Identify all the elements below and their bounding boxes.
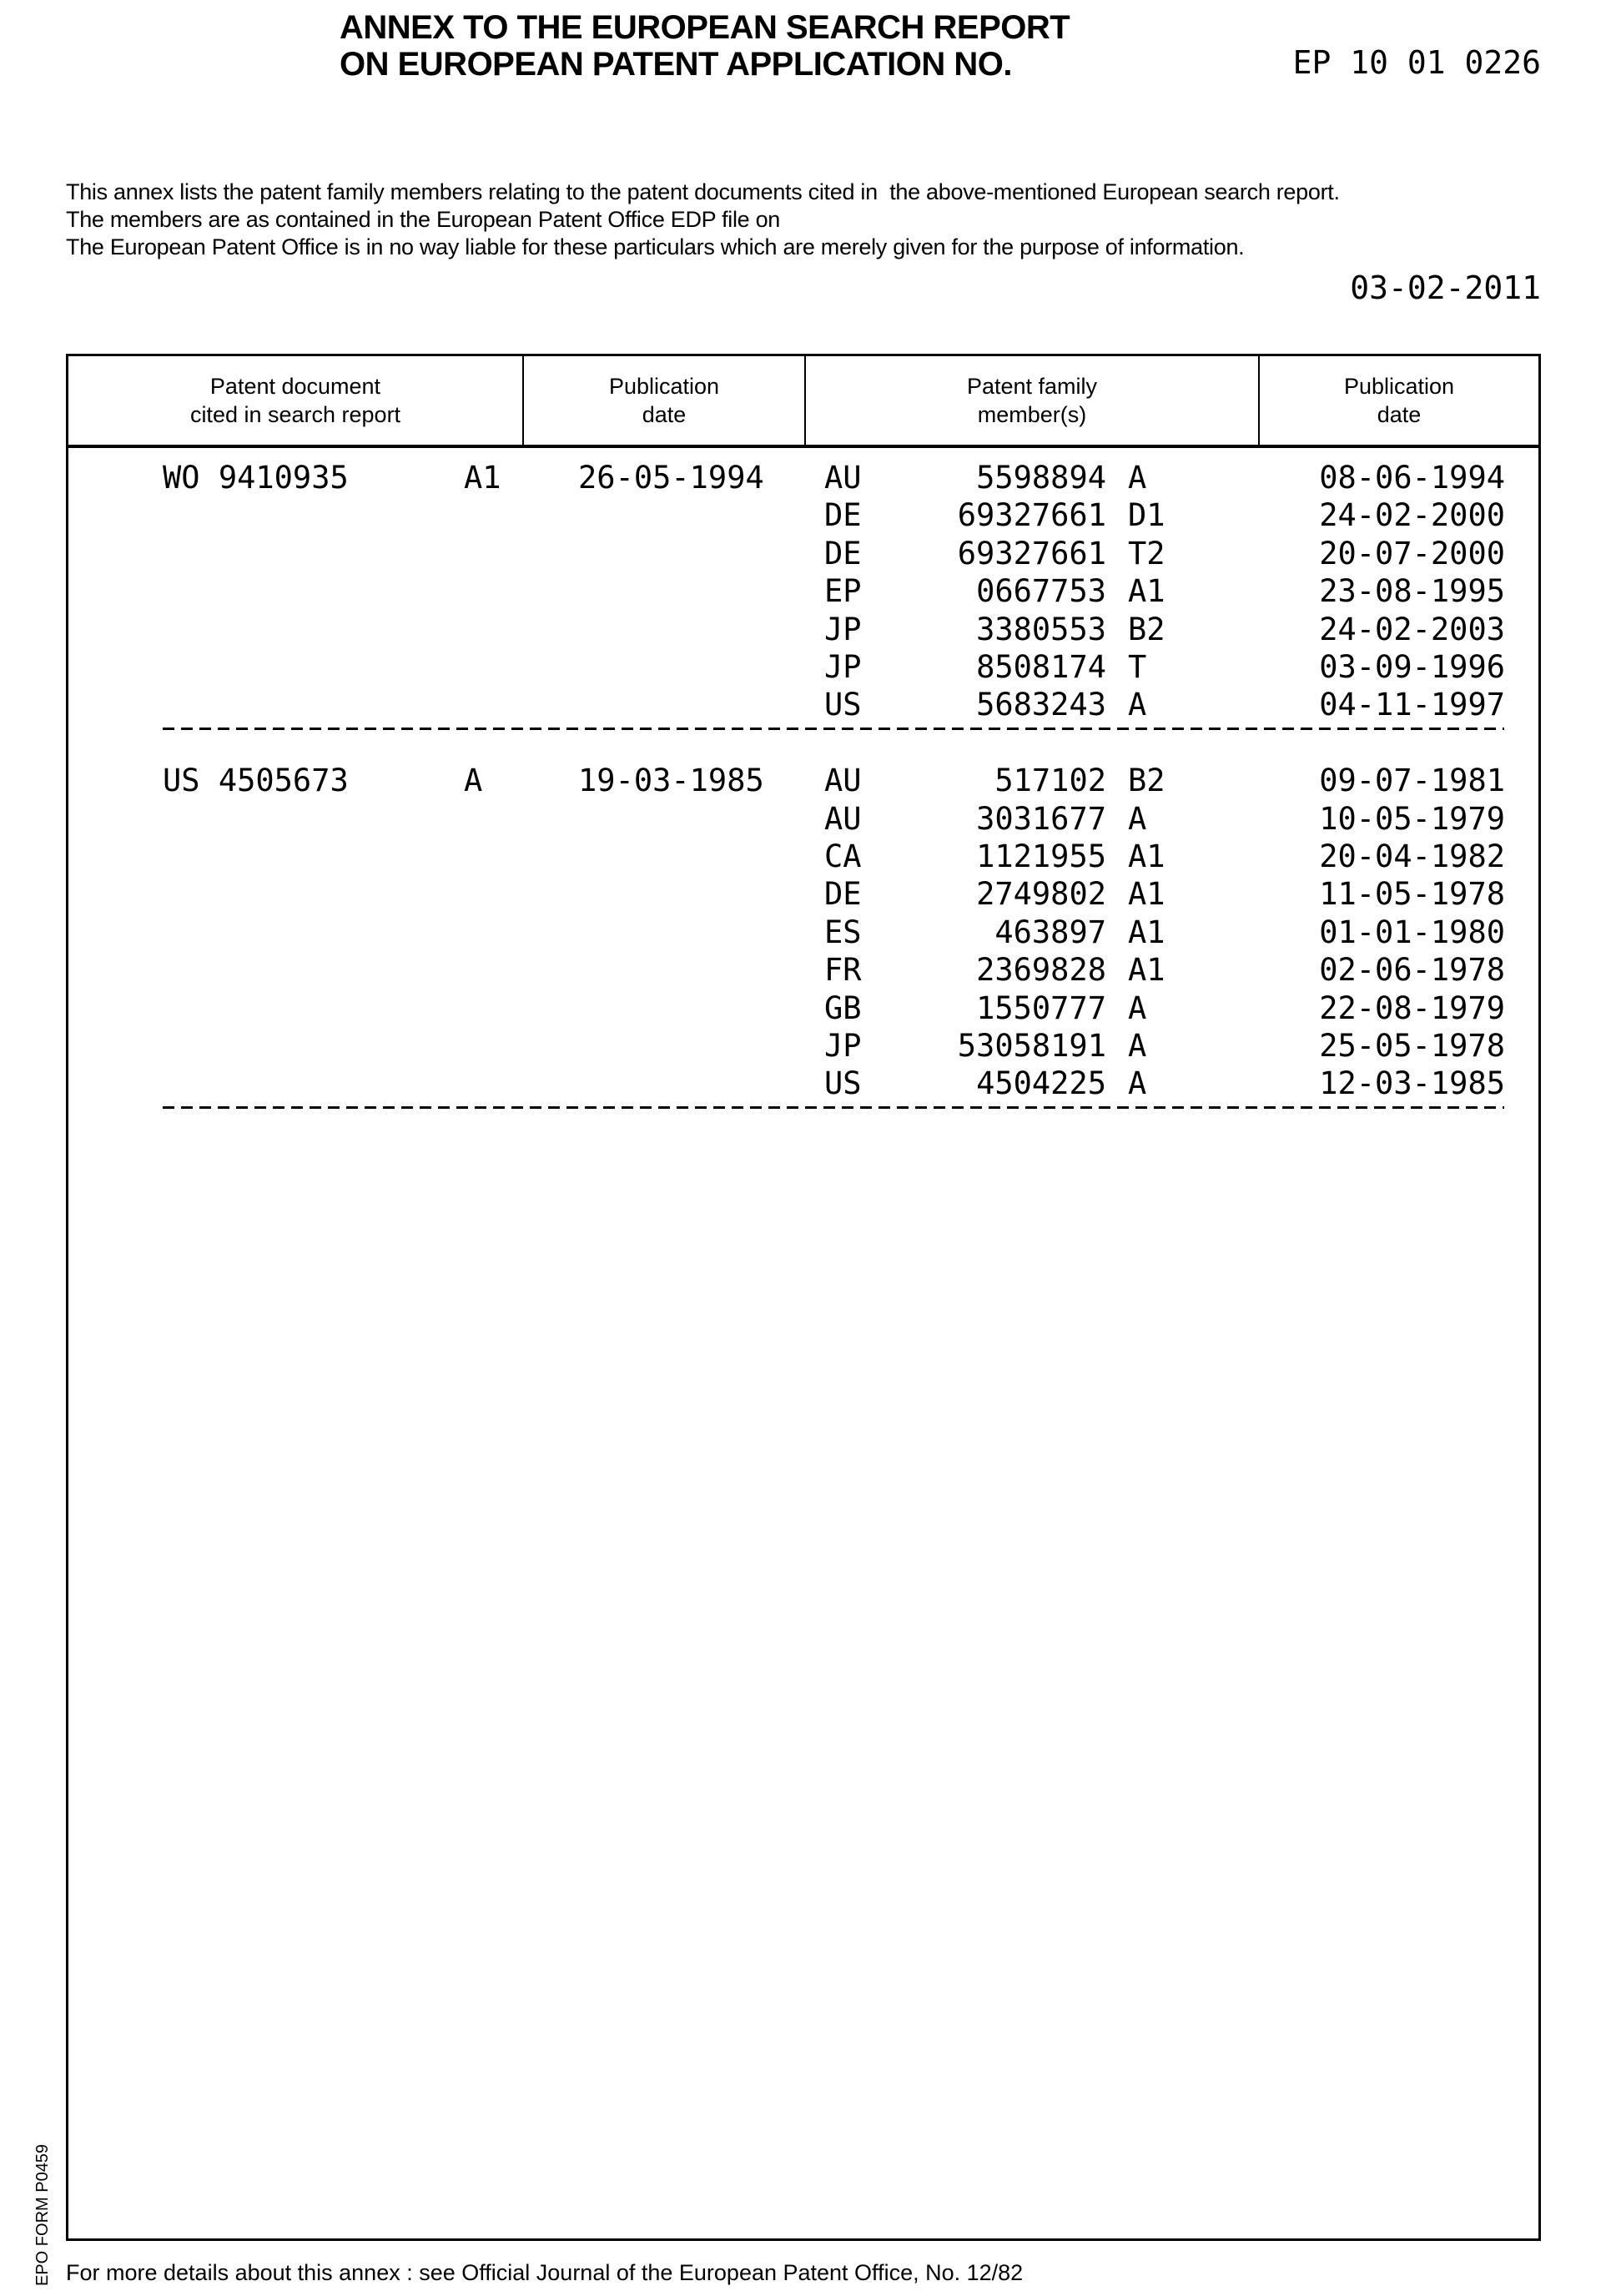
member-kind-code: A xyxy=(1128,989,1146,1027)
member-number: 3031677 xyxy=(976,800,1106,838)
member-publication-date: 20-04-1982 xyxy=(1319,838,1505,875)
member-kind-code: D1 xyxy=(1128,496,1165,534)
column-header-member-publication-date xyxy=(1260,356,1538,445)
member-publication-date: 04-11-1997 xyxy=(1319,686,1505,723)
member-country: AU xyxy=(824,800,862,838)
member-publication-date: 23-08-1995 xyxy=(1319,572,1505,610)
member-publication-date: 01-01-1980 xyxy=(1319,914,1505,951)
cited-kind-code: A xyxy=(464,762,482,799)
member-country: GB xyxy=(824,989,862,1027)
member-number: 4504225 xyxy=(976,1065,1106,1102)
header-text: Patent family xyxy=(967,372,1097,400)
member-publication-date: 09-07-1981 xyxy=(1319,762,1505,799)
intro-line-3: The European Patent Office is in no way liable for these particulars which are merely given for the purpose of information. xyxy=(66,234,1244,260)
title-line-2: ON EUROPEAN PATENT APPLICATION NO. xyxy=(340,45,1012,83)
member-country: AU xyxy=(824,762,862,799)
column-header-family-members xyxy=(806,356,1258,445)
member-number: 463897 xyxy=(994,914,1106,951)
member-country: DE xyxy=(824,496,862,534)
header-text: member(s) xyxy=(978,400,1087,429)
member-number: 8508174 xyxy=(976,648,1106,686)
member-country: DE xyxy=(824,535,862,572)
form-id: EPO FORM P0459 xyxy=(33,2144,53,2286)
member-number: 3380553 xyxy=(976,611,1106,648)
report-date: 03-02-2011 xyxy=(1350,269,1541,307)
header-text: Publication xyxy=(1344,372,1454,400)
member-kind-code: A xyxy=(1128,686,1146,723)
member-kind-code: A1 xyxy=(1128,914,1165,951)
member-country: FR xyxy=(824,951,862,989)
member-publication-date: 02-06-1978 xyxy=(1319,951,1505,989)
member-number: 5683243 xyxy=(976,686,1106,723)
member-kind-code: A1 xyxy=(1128,572,1165,610)
member-publication-date: 08-06-1994 xyxy=(1319,459,1505,496)
member-kind-code: B2 xyxy=(1128,762,1165,799)
member-country: JP xyxy=(824,611,862,648)
cited-document: WO 9410935 xyxy=(163,459,349,496)
header-text: date xyxy=(1377,400,1422,429)
table-header xyxy=(68,356,1538,448)
member-publication-date: 10-05-1979 xyxy=(1319,800,1505,838)
member-number: 517102 xyxy=(994,762,1106,799)
cited-publication-date: 26-05-1994 xyxy=(578,459,764,496)
member-publication-date: 20-07-2000 xyxy=(1319,535,1505,572)
member-number: 69327661 xyxy=(958,496,1106,534)
member-publication-date: 22-08-1979 xyxy=(1319,989,1505,1027)
member-number: 1121955 xyxy=(976,838,1106,875)
member-number: 2749802 xyxy=(976,875,1106,913)
cited-document: US 4505673 xyxy=(163,762,349,799)
member-country: AU xyxy=(824,459,862,496)
member-kind-code: A xyxy=(1128,1027,1146,1065)
member-number: 2369828 xyxy=(976,951,1106,989)
member-kind-code: T2 xyxy=(1128,535,1165,572)
header-text: Publication xyxy=(609,372,719,400)
intro-line-1: This annex lists the patent family members relating to the patent documents cited in the above-mentioned European search report. xyxy=(66,179,1340,205)
header-text: cited in search report xyxy=(190,400,400,429)
member-publication-date: 03-09-1996 xyxy=(1319,648,1505,686)
member-country: JP xyxy=(824,648,862,686)
application-number: EP 10 01 0226 xyxy=(1293,43,1541,82)
member-number: 0667753 xyxy=(976,572,1106,610)
member-country: JP xyxy=(824,1027,862,1065)
member-kind-code: A1 xyxy=(1128,875,1165,913)
cited-kind-code: A1 xyxy=(464,459,501,496)
intro-line-2: The members are as contained in the European Patent Office EDP file on xyxy=(66,206,780,233)
header-text: date xyxy=(642,400,687,429)
member-publication-date: 24-02-2003 xyxy=(1319,611,1505,648)
member-publication-date: 12-03-1985 xyxy=(1319,1065,1505,1102)
member-kind-code: T xyxy=(1128,648,1146,686)
member-country: ES xyxy=(824,914,862,951)
group-separator xyxy=(163,728,1504,730)
member-publication-date: 24-02-2000 xyxy=(1319,496,1505,534)
column-header-publication-date xyxy=(524,356,804,445)
header-text: Patent document xyxy=(210,372,380,400)
member-country: DE xyxy=(824,875,862,913)
member-publication-date: 11-05-1978 xyxy=(1319,875,1505,913)
member-kind-code: A xyxy=(1128,800,1146,838)
member-country: US xyxy=(824,686,862,723)
footer-note: For more details about this annex : see Official Journal of the European Patent Office, No. 12/82 xyxy=(66,2259,1023,2286)
member-country: US xyxy=(824,1065,862,1102)
member-kind-code: B2 xyxy=(1128,611,1165,648)
member-number: 1550777 xyxy=(976,989,1106,1027)
member-kind-code: A xyxy=(1128,459,1146,496)
group-separator xyxy=(163,1106,1504,1109)
member-number: 53058191 xyxy=(958,1027,1106,1065)
member-number: 5598894 xyxy=(976,459,1106,496)
title-line-1: ANNEX TO THE EUROPEAN SEARCH REPORT xyxy=(340,8,1070,47)
member-kind-code: A1 xyxy=(1128,838,1165,875)
column-header-cited-document xyxy=(68,356,522,445)
member-country: EP xyxy=(824,572,862,610)
cited-publication-date: 19-03-1985 xyxy=(578,762,764,799)
member-country: CA xyxy=(824,838,862,875)
member-publication-date: 25-05-1978 xyxy=(1319,1027,1505,1065)
member-kind-code: A1 xyxy=(1128,951,1165,989)
member-number: 69327661 xyxy=(958,535,1106,572)
member-kind-code: A xyxy=(1128,1065,1146,1102)
